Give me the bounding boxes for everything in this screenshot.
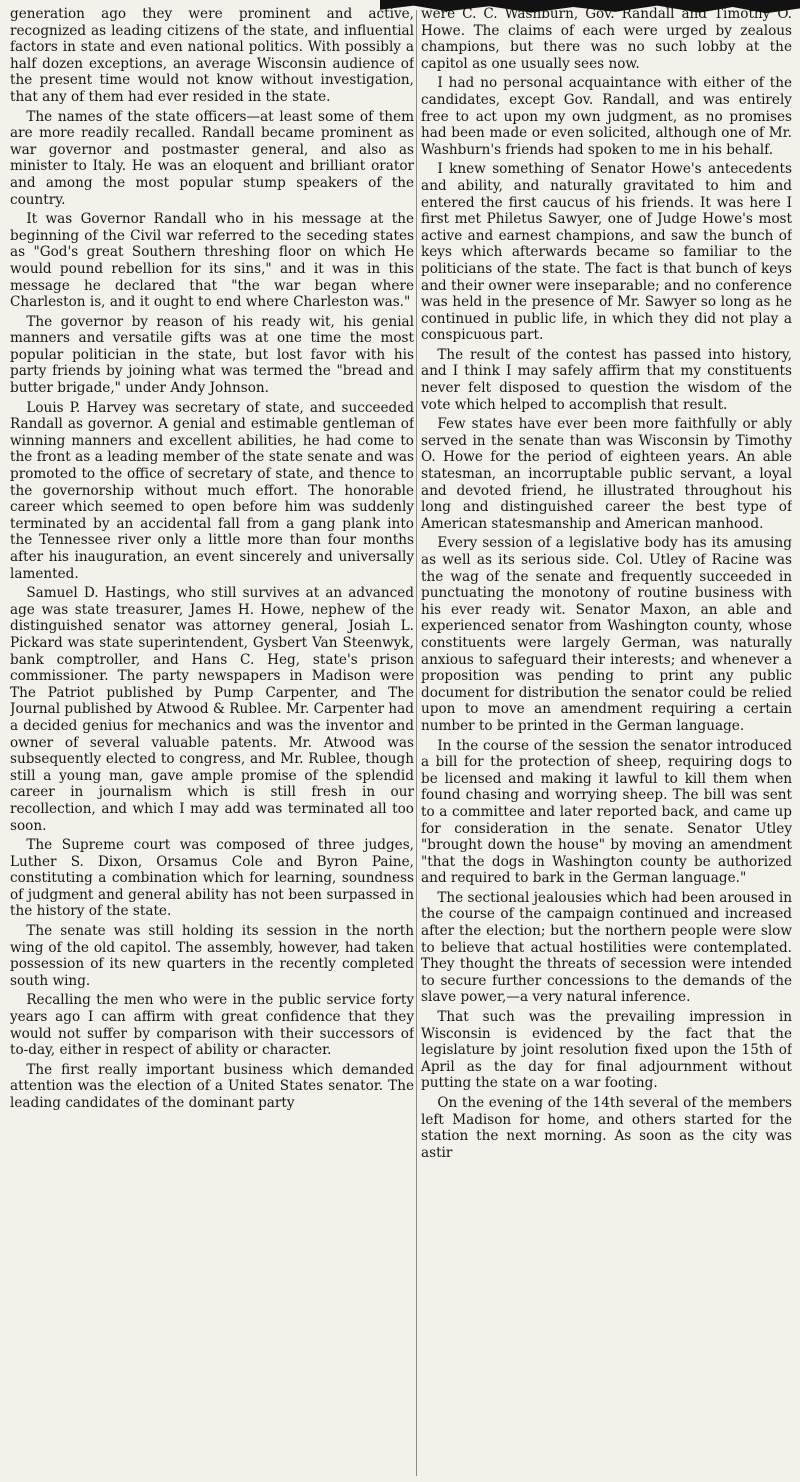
paragraph: I had no personal acquaintance with either of the candidates, except Gov. Randall, and was entirely free to act upon my own judgment, as no promises had been made or even solicited, although one of Mr. Washburn's friends had spoken to me in his behalf.	[421, 75, 792, 158]
paragraph: generation ago they were prominent and active, recognized as leading citizens of the state, and influential factors in state and even national politics. With possibly a half dozen exceptions, an average Wisconsin audience of the present time would not know without investigation, that any of them had ever resided in the state.	[10, 6, 414, 105]
paragraph: Samuel D. Hastings, who still survives at an advanced age was state treasurer, James H. Howe, nephew of the distinguished senator was attorney general, Josiah L. Pickard was state superintendent, Gysbert Van Steenwyk, bank comptroller, and Hans C. Heg, state's prison commissioner. The party newspapers in Madison were The Patriot published by Pump Carpenter, and The Journal published by Atwood & Rublee. Mr. Carpenter had a decided genius for mechanics and was the inventor and owner of several valuable patents. Mr. Atwood was subsequently elected to congress, and Mr. Rublee, though still a young man, gave ample promise of the splendid career in journalism which is still fresh in our recollection, and which I may add was terminated all too soon.	[10, 585, 414, 834]
right-column	[421, 6, 792, 1476]
paragraph: The first really important business which demanded attention was the election of a United States senator. The leading candidates of the dominant party	[10, 1061, 414, 1111]
paragraph: The result of the contest has passed into history, and I think I may safely affirm that my constituents never felt disposed to question the wisdom of the vote which helped to accomplish that result.	[421, 346, 792, 413]
left-column	[10, 6, 414, 1476]
paragraph: Every session of a legislative body has its amusing as well as its serious side. Col. Utley of Racine was the wag of the senate and frequently succeeded in punctuating the monotony of routine business with his ever ready wit. Senator Maxon, an able and experienced senator from Washington county, whose constituents were largely German, was naturally anxious to safeguard their interests; and whenever a proposition was pending to print any public document for distribution the senator could be relied upon to move an amendment requiring a certain number to be printed in the German language.	[421, 535, 792, 734]
paragraph: The sectional jealousies which had been aroused in the course of the campaign continued and increased after the election; but the northern people were slow to believe that actual hostilities were contemplated. They thought the threats of secession were intended to secure further concessions to the demands of the slave power,—a very natural inference.	[421, 889, 792, 1006]
paragraph: The governor by reason of his ready wit, his genial manners and versatile gifts was at one time the most popular politician in the state, but lost favor with his party friends by joining what was termed the "bread and butter brigade," under Andy Johnson.	[10, 313, 414, 397]
column-divider	[416, 10, 417, 1476]
paragraph: On the evening of the 14th several of the members left Madison for home, and others started for the station the next morning. As soon as the city was astir	[421, 1095, 792, 1161]
paragraph: The senate was still holding its session in the north wing of the old capitol. The assembly, however, had taken possession of its new quarters in the recently completed south wing.	[10, 923, 414, 989]
paragraph: In the course of the session the senator introduced a bill for the protection of sheep, requiring dogs to be licensed and making it lawful to kill them when found chasing and worrying sheep. The bill was sent to a committee and later reported back, and came up for consideration in the senate. Senator Utley "brought down the house" by moving an amendment "that the dogs in Washington county be authorized and required to bark in the German language."	[421, 737, 792, 887]
paragraph: It was Governor Randall who in his message at the beginning of the Civil war referred to the seceding states as "God's great Southern threshing floor on which He would pound rebellion for its sins," and it was in this message he declared that "the war began where Charleston is, and it ought to end where Charleston was."	[10, 211, 414, 311]
paragraph: That such was the prevailing impression in Wisconsin is evidenced by the fact that the legislature by joint resolution fixed upon the 15th of April as the day for final adjournment without putting the state on a war footing.	[421, 1009, 792, 1092]
paragraph: Louis P. Harvey was secretary of state, and succeeded Randall as governor. A genial and estimable gentleman of winning manners and excellent abilities, he had come to the front as a leading member of the state senate and was promoted to the office of secretary of state, and thence to the governorship without much effort. The honorable career which seemed to open before him was suddenly terminated by an accidental fall from a gang plank into the Tennessee river only a little more than four months after his inauguration, an event sincerely and universally lamented.	[10, 399, 414, 582]
paragraph: were C. C. Washburn, Gov. Randall and Timothy O. Howe. The claims of each were urged by zealous champions, but there was no such lobby at the capitol as one usually sees now.	[421, 6, 792, 72]
paragraph: Recalling the men who were in the public service forty years ago I can affirm with great confidence that they would not suffer by comparison with their successors of to-day, either in respect of ability or character.	[10, 992, 414, 1059]
paragraph: The names of the state officers—at least some of them are more readily recalled. Randall became prominent as war governor and postmaster general, and also as minister to Italy. He was an eloquent and brilliant orator and among the most popular stump speakers of the country.	[10, 108, 414, 208]
paragraph: I knew something of Senator Howe's antecedents and ability, and naturally gravitated to him and entered the first caucus of his friends. It was here I first met Philetus Sawyer, one of Judge Howe's most active and earnest champions, and saw the bunch of keys which afterwards became so familiar to the politicians of the state. The fact is that bunch of keys and their owner were inseparable; and no conference was held in the presence of Mr. Sawyer so long as he continued in public life, in which they did not play a conspicuous part.	[421, 161, 792, 344]
paragraph: The Supreme court was composed of three judges, Luther S. Dixon, Orsamus Cole and Byron Paine, constituting a combination which for learning, soundness of judgment and general ability has not been surpassed in the history of the state.	[10, 837, 414, 920]
paragraph: Few states have ever been more faithfully or ably served in the senate than was Wisconsin by Timothy O. Howe for the period of eighteen years. An able statesman, an incorruptable public servant, a loyal and devoted friend, he illustrated throughout his long and distinguished career the best type of American statesmanship and American manhood.	[421, 416, 792, 532]
